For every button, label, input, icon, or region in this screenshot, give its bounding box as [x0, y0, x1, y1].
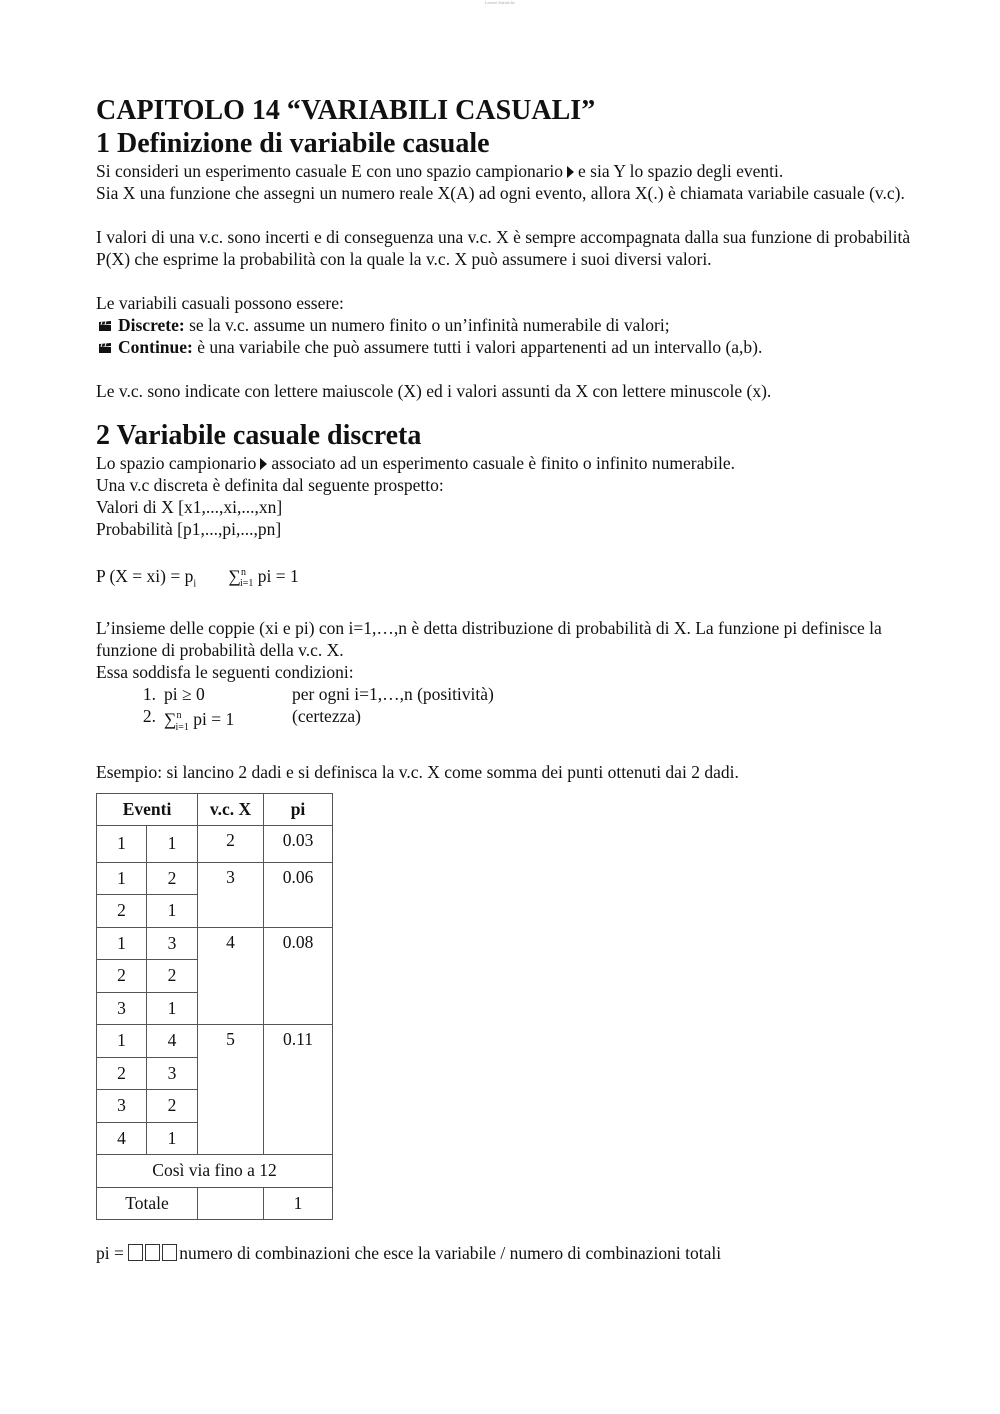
table-row-total	[97, 1187, 333, 1220]
die-1-value: 1	[97, 826, 147, 863]
section-1-paragraph-2: I valori di una v.c. sono incerti e di conseguenza una v.c. X è sempre accompagnata dalla sua funzione di probabilità P(X) che esprime la probabilità con la quale la v.c. X può assumere i suoi diversi valori.	[96, 227, 911, 269]
header-eventi: Eventi	[97, 793, 198, 826]
section-2-heading: 2 Variabile casuale discreta	[96, 420, 422, 451]
table-row	[97, 1025, 333, 1058]
section-1-paragraph-1b: Sia X una funzione che assegni un numero reale X(A) ad ogni evento, allora X(.) è chiamata variabile casuale (v.c).	[96, 183, 905, 203]
section-1-paragraph-3: Le variabili casuali possono essere:	[96, 293, 344, 313]
conditions-list	[96, 683, 916, 738]
document-page	[96, 94, 916, 1264]
die-1-value: 1	[97, 862, 147, 895]
bullet-item-discrete: Discrete: se la v.c. assume un numero finito o un’infinità numerabile di valori;	[96, 314, 916, 336]
die-2-value: 1	[147, 895, 198, 928]
die-2-value: 1	[147, 826, 198, 863]
die-1-value: 1	[97, 927, 147, 960]
probability-equation: P $(X = xi) = p_i$ ∑$^n_{i=1}$ pi = 1	[96, 565, 299, 590]
die-2-value: 3	[147, 927, 198, 960]
die-2-value: 2	[147, 862, 198, 895]
sample-space-symbol-icon	[260, 458, 267, 470]
missing-glyph-icon	[145, 1244, 160, 1261]
table-row-note	[97, 1155, 333, 1188]
die-2-value: 3	[147, 1057, 198, 1090]
vc-x-value: 5	[198, 1025, 264, 1155]
die-1-value: 3	[97, 992, 147, 1025]
chapter-title: CAPITOLO 14 “VARIABILI CASUALI”	[96, 95, 596, 126]
header-pi: pi	[264, 793, 333, 826]
vc-x-value: 4	[198, 927, 264, 1025]
total-x	[198, 1187, 264, 1220]
section-2-paragraph-5: L’insieme delle coppie (xi e pi) con i=1,…,n è detta distribuzione di probabilità di X. La funzione pi definisce la funzione di probabilità della v.c. X.	[96, 618, 882, 661]
die-1-value: 3	[97, 1090, 147, 1123]
sample-space-symbol-icon	[567, 166, 574, 178]
die-2-value: 2	[147, 960, 198, 993]
pi-value: 0.11	[264, 1025, 333, 1155]
missing-glyph-icon	[162, 1244, 177, 1261]
values-of-x: Valori di X [x1,...,xi,...,xn]	[96, 497, 283, 517]
die-1-value: 2	[97, 895, 147, 928]
example-text: Esempio: si lancino 2 dadi e si definisca la v.c. X come somma dei punti ottenuti dai 2 dadi.	[96, 761, 739, 782]
section-2-paragraph-2: Una v.c discreta è definita dal seguente prospetto:	[96, 475, 444, 495]
continuation-note: Così via fino a 12	[97, 1155, 333, 1188]
bullet-item-continue: Continue: è una variabile che può assumere tutti i valori appartenenti ad un intervallo (a,b).	[96, 336, 916, 358]
die-2-value: 1	[147, 992, 198, 1025]
header-vc-x: v.c. X	[198, 793, 264, 826]
missing-glyph-icon	[128, 1244, 143, 1261]
pi-value: 0.03	[264, 826, 333, 863]
pi-formula: pi = numero di combinazioni che esce la variabile / numero di combinazioni totali	[96, 1243, 722, 1264]
table-body	[97, 826, 333, 1220]
die-1-value: 4	[97, 1122, 147, 1155]
clapperboard-bullet-icon	[98, 343, 112, 354]
section-2-paragraph-1: Lo spazio campionario associato ad un esperimento casuale è finito o infinito numerabile.	[96, 453, 735, 473]
condition-certainty: 2. ∑$^n_{i=1}$ pi = 1 (certezza)	[142, 706, 361, 733]
die-2-value: 1	[147, 1122, 198, 1155]
page-header: Lezioni Statistiche	[485, 0, 515, 5]
total-pi: 1	[264, 1187, 333, 1220]
die-1-value: 2	[97, 1057, 147, 1090]
dice-sum-table	[96, 793, 333, 1221]
table-row	[97, 826, 333, 863]
section-1-paragraph-1: Si consideri un esperimento casuale E con uno spazio campionario e sia Y lo spazio degli eventi.	[96, 161, 784, 181]
vc-x-value: 3	[198, 862, 264, 927]
pi-value: 0.08	[264, 927, 333, 1025]
die-1-value: 2	[97, 960, 147, 993]
vc-x-value: 2	[198, 826, 264, 863]
table-row	[97, 862, 333, 895]
total-label: Totale	[97, 1187, 198, 1220]
condition-positivity: 1. pi ≥ 0 per ogni i=1,…,n (positività)	[142, 684, 494, 705]
die-2-value: 2	[147, 1090, 198, 1123]
clapperboard-bullet-icon	[98, 321, 112, 332]
section-2-paragraph-6: Essa soddisfa le seguenti condizioni:	[96, 662, 354, 683]
die-1-value: 1	[97, 1025, 147, 1058]
table-row	[97, 927, 333, 960]
probabilities: Probabilità [p1,...,pi,...,pn]	[96, 519, 282, 539]
section-1-heading: 1 Definizione di variabile casuale	[96, 128, 490, 159]
die-2-value: 4	[147, 1025, 198, 1058]
section-1-paragraph-4: Le v.c. sono indicate con lettere maiuscole (X) ed i valori assunti da X con lettere minuscole (x).	[96, 381, 772, 401]
pi-value: 0.06	[264, 862, 333, 927]
